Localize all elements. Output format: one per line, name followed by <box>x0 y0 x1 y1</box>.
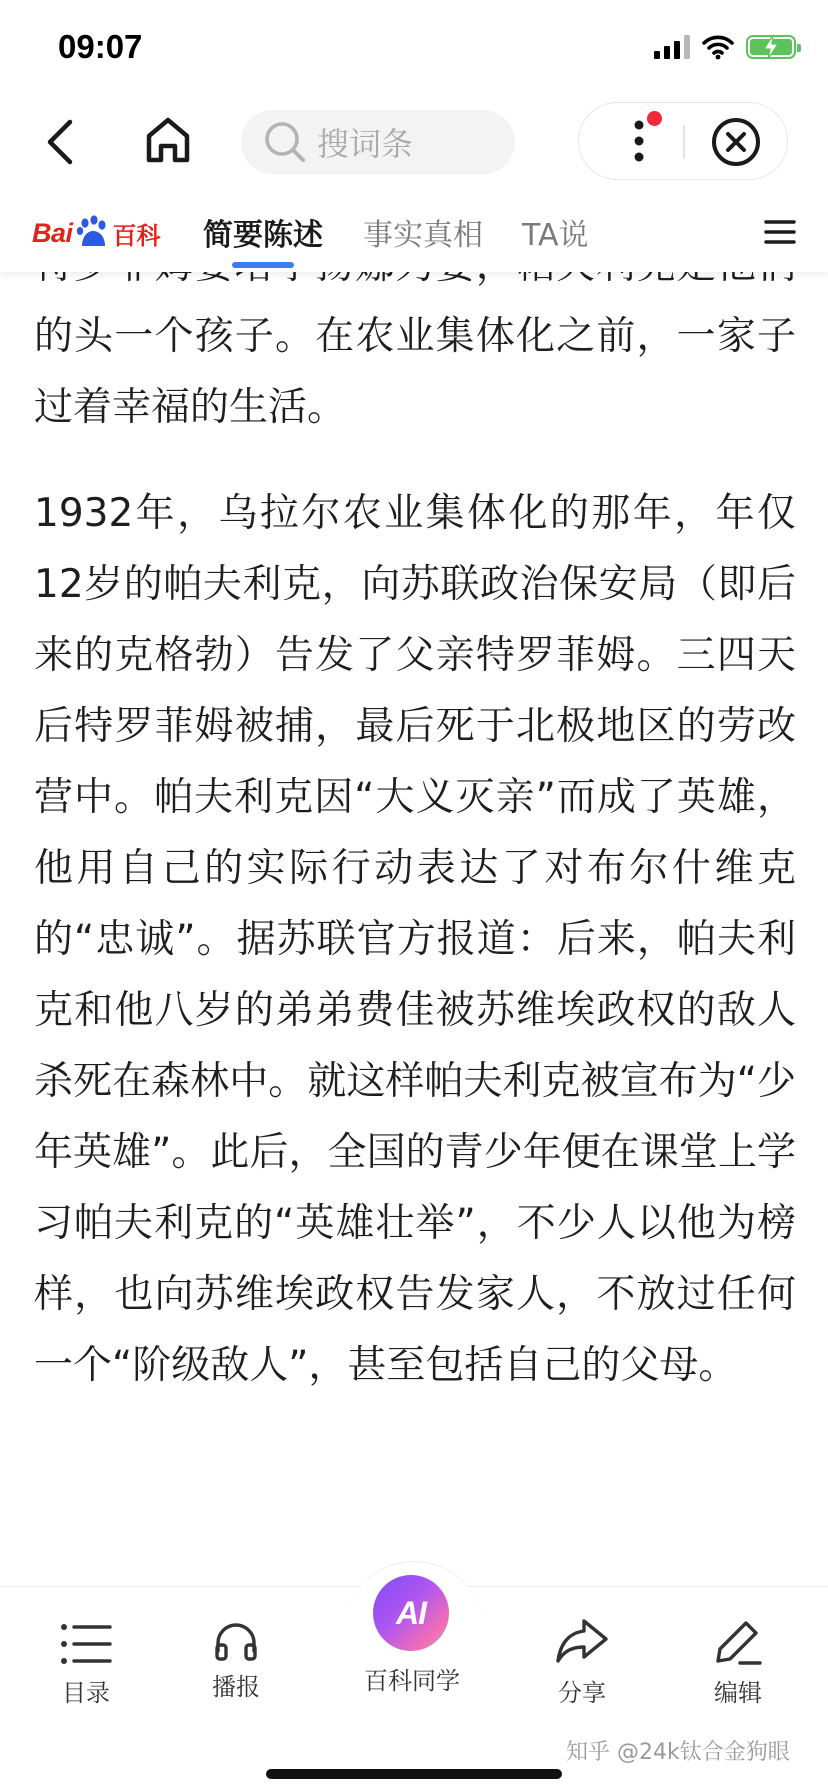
status-time: 09:07 <box>58 28 143 65</box>
status-bar <box>0 0 828 100</box>
battery-icon <box>746 35 796 59</box>
list-icon <box>58 1621 114 1667</box>
catalog-button[interactable] <box>58 1621 114 1708</box>
back-button[interactable] <box>40 116 84 168</box>
wifi-icon <box>702 34 734 60</box>
search-placeholder: 搜词条 <box>317 125 414 163</box>
headphones-icon <box>213 1621 259 1661</box>
section-tab-bar <box>0 200 828 272</box>
navigation-bar <box>0 100 828 200</box>
search-icon <box>263 120 307 164</box>
baidu-paw-icon <box>74 214 112 252</box>
menu-icon[interactable] <box>762 216 798 248</box>
logo-text-baike: 百科 <box>112 222 161 250</box>
broadcast-button[interactable] <box>212 1621 260 1702</box>
home-indicator[interactable] <box>266 1769 562 1779</box>
search-input[interactable] <box>241 110 515 174</box>
active-tab-indicator <box>232 262 294 268</box>
capsule-divider <box>683 125 685 159</box>
baidu-baike-logo <box>32 208 161 258</box>
edit-icon <box>712 1617 764 1667</box>
home-button[interactable] <box>143 114 193 166</box>
status-icons <box>654 34 796 60</box>
article-paragraph: 的头一个孩子。在农业集体化之前，一家子过着幸福的生活。 <box>34 314 796 430</box>
article-paragraph: 1932年，乌拉尔农业集体化的那年，年仅12岁的帕夫利克，向苏联政治保安局（即后来的克格勃）告发了父亲特罗菲姆。三四天后特罗菲姆被捕，最后死于北极地区的劳改营中。帕夫利克因“大义灭亲”而成了英雄，他用自己的实际行动表达了对布尔什维克的“忠诚”。据苏联官方报道：后来，帕夫利克和他八岁的弟弟费佳被苏维埃政权的敌人杀死在森林中。就这样帕夫利克被宣布为“少年英雄”。此后，全国的青少年便在课堂上学习帕夫利克的“英雄壮举”，不少人以他为榜样，也向苏维埃政权告发家人，不放过任何一个“阶级敌人”，甚至包括自己的父母。 <box>34 491 796 1388</box>
bottom-toolbar <box>0 1586 828 1792</box>
tab-ta-says[interactable]: TA说 <box>522 218 589 253</box>
share-label: 分享 <box>558 1679 606 1707</box>
ai-assistant-label: 百科同学 <box>364 1667 460 1695</box>
close-button[interactable] <box>709 115 763 169</box>
edit-button[interactable] <box>712 1617 764 1708</box>
edit-label: 编辑 <box>714 1679 762 1707</box>
broadcast-label: 播报 <box>212 1673 260 1701</box>
share-button[interactable] <box>554 1617 610 1708</box>
article-content <box>0 230 828 1580</box>
cellular-signal-icon <box>654 35 690 59</box>
ai-assistant-button[interactable] <box>373 1575 449 1651</box>
tab-facts[interactable]: 事实真相 <box>363 218 483 253</box>
logo-text-bai: Bai <box>32 217 73 248</box>
ai-badge-text: AI <box>396 1594 426 1631</box>
share-icon <box>554 1617 610 1667</box>
charging-bolt-icon <box>762 34 780 60</box>
notification-dot <box>647 111 662 126</box>
tab-summary[interactable]: 简要陈述 <box>203 218 323 253</box>
catalog-label: 目录 <box>62 1679 110 1707</box>
miniprogram-capsule <box>578 102 788 180</box>
source-watermark: 知乎 @24k钛合金狗眼 <box>566 1740 790 1765</box>
